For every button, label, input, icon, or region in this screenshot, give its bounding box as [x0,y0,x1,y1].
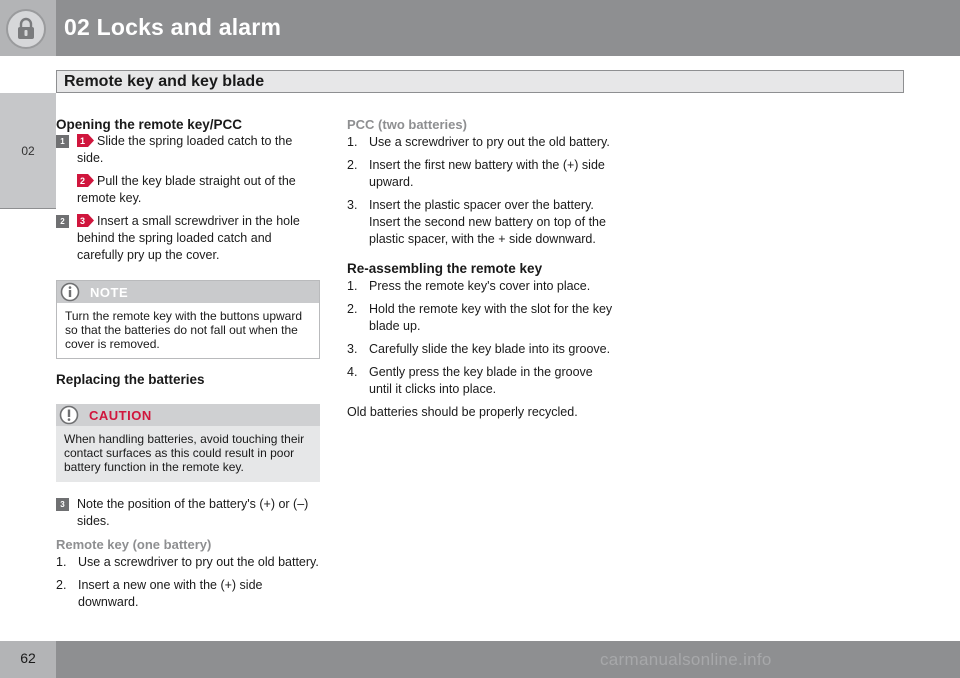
info-icon [60,282,80,302]
header-icon-area [0,0,56,56]
pcc-list [347,134,617,248]
list-item: 1. Press the remote key's cover into place. [347,279,591,293]
remote-key-list [56,554,320,611]
reassembling-heading: Re-assembling the remote key [347,261,543,276]
remote-key-heading: Remote key (one battery) [56,537,212,552]
replacing-heading: Replacing the batteries [56,372,205,387]
warning-icon [59,405,79,425]
chapter-side-tab-label: 02 [21,144,35,158]
caution-text: When handling batteries, avoid touching their contact surfaces as this could result in poor battery function in the remote key. [64,432,305,474]
step-2 [56,213,320,264]
footer-bar [0,641,960,678]
recycle-text: Old batteries should be properly recycled. [347,405,578,419]
list-item: 3. Carefully slide the key blade into its groove. [347,342,611,356]
note-box [56,280,320,359]
red-arrow-badge-icon [77,214,94,227]
caution-label: CAUTION [89,408,152,423]
left-column [56,116,320,617]
arrow-badge-number: 3 [79,216,86,226]
list-item: 3. Insert the plastic spacer over the battery. Insert the second new battery on top of the plastic spacer, with the + side downward. [347,198,606,246]
red-arrow-badge-icon [77,174,94,187]
page-number: 62 [20,650,36,666]
list-item: 2. Insert a new one with the (+) side downward. [56,578,263,609]
list-item: 1. Use a screwdriver to pry out the old battery. [347,135,610,149]
right-column [347,116,617,421]
step-1 [56,133,320,207]
step-number: 1 [56,135,69,148]
arrow-badge-number: 2 [79,176,86,186]
step-3-text: Note the position of the battery's (+) or (–) sides. [77,497,309,528]
step-1-text-a: Slide the spring loaded catch to the side. [77,134,293,165]
note-label: NOTE [90,285,129,300]
arrow-badge-number: 1 [79,136,86,146]
note-text: Turn the remote key with the buttons upward so that the batteries do not fall out when the cover is removed. [65,309,303,351]
list-item: 4. Gently press the key blade in the groove until it clicks into place. [347,365,593,396]
step-number: 3 [56,498,69,511]
lock-icon [6,9,46,49]
list-item: 1. Use a screwdriver to pry out the old battery. [56,555,319,569]
step-number: 2 [56,215,69,228]
list-item: 2. Insert the first new battery with the (+) side upward. [347,158,605,189]
red-arrow-badge-icon [77,134,94,147]
note-header [57,281,319,303]
list-item: 2. Hold the remote key with the slot for the key blade up. [347,302,613,333]
caution-box [56,404,320,482]
opening-heading: Opening the remote key/PCC [56,117,243,132]
section-title: Remote key and key blade [64,73,265,90]
chapter-title: 02 Locks and alarm [64,14,282,40]
step-2-text: Insert a small screwdriver in the hole behind the spring loaded catch and carefully pry up the cover. [77,214,300,262]
caution-header [56,404,320,426]
step-3 [56,496,320,530]
watermark: carmanualsonline.info [600,650,772,669]
reassembling-list [347,278,617,398]
step-1-text-b: Pull the key blade straight out of the remote key. [77,174,296,205]
pcc-heading: PCC (two batteries) [347,117,467,132]
